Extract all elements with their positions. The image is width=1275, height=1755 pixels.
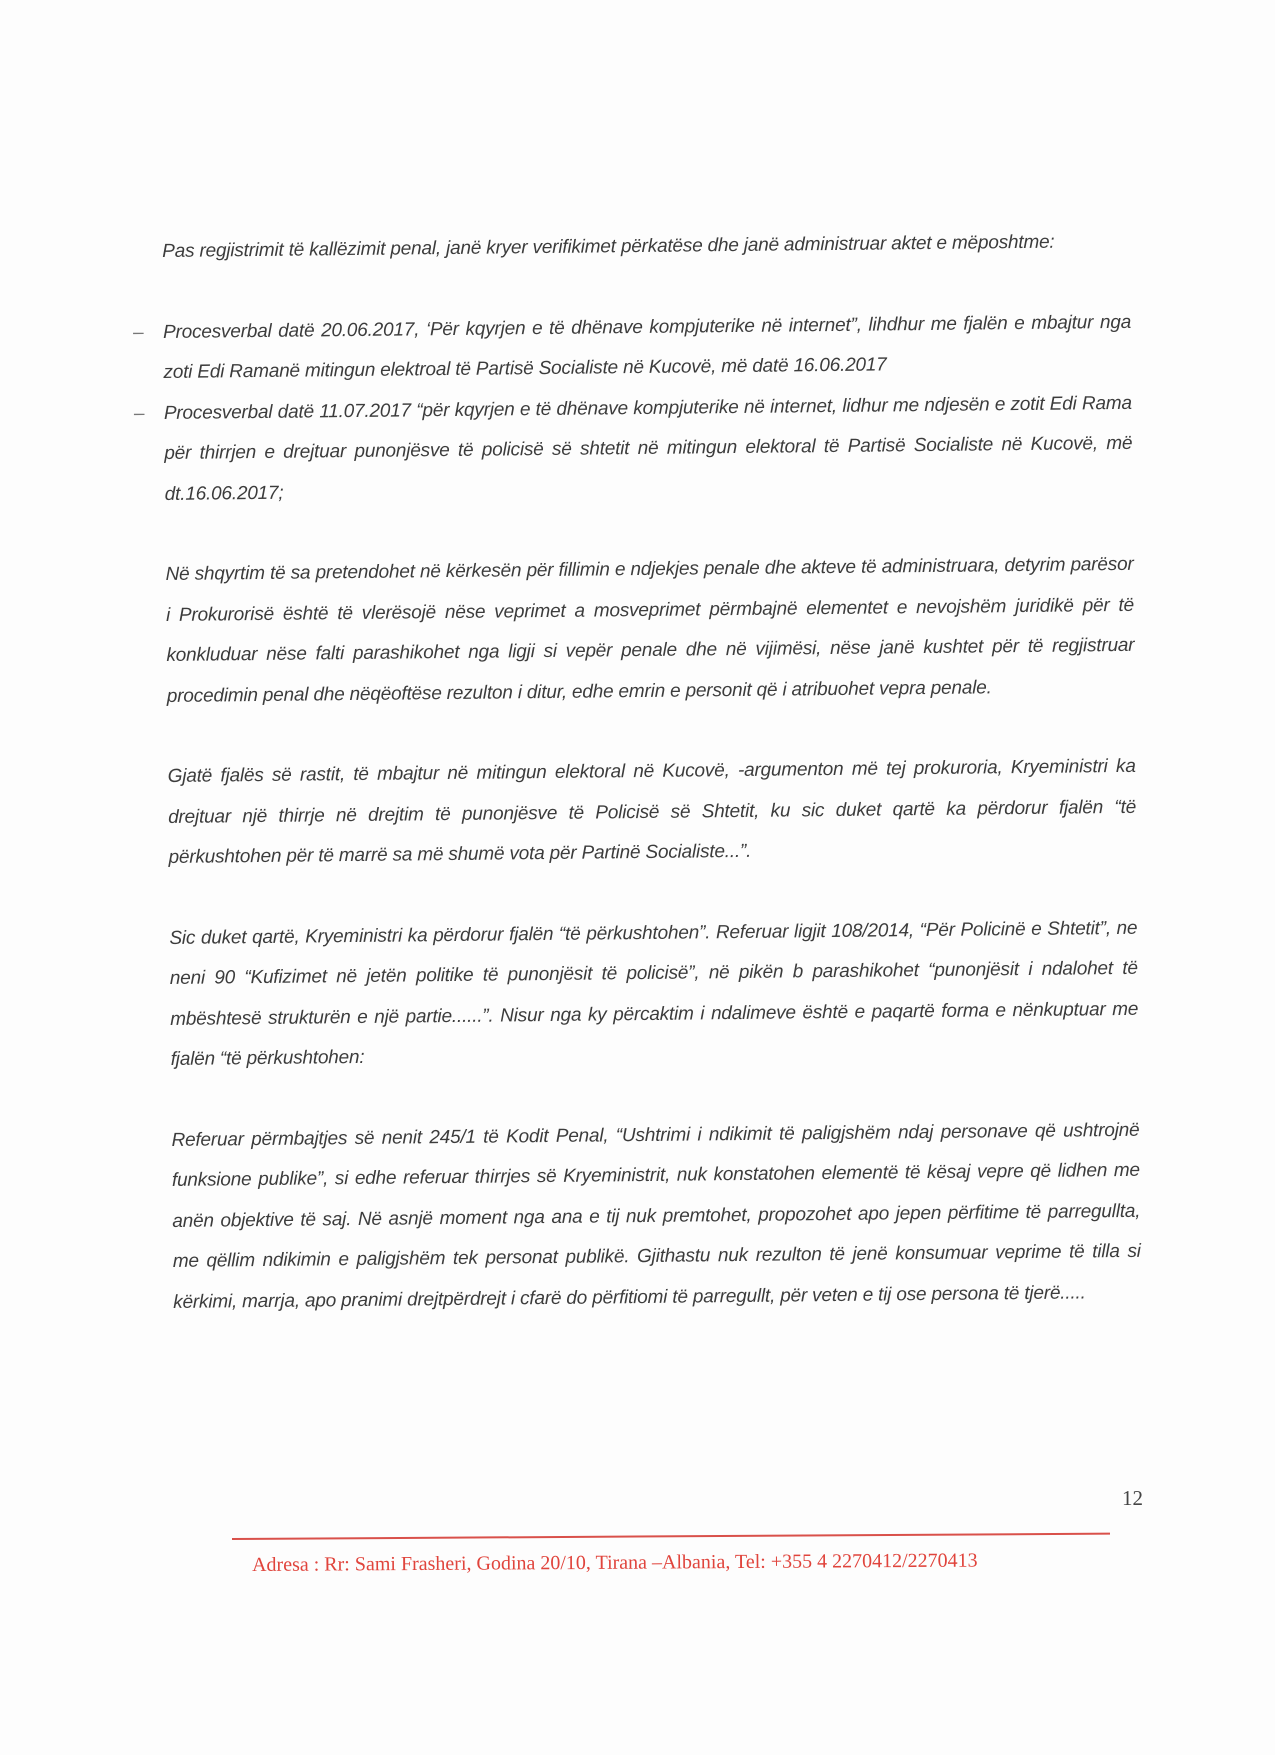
paragraph-penal-code: Referuar përmbajtjes së nenit 245/1 të Kodit Penal, “Ushtrimi i ndikimit të paligjshëm ndaj personave që ushtrojnë funksione publike”, si edhe referuar thirrjes së Kryeministrit, nuk konstatohen elementë të kësaj vepre që lidhen me anën objektive të saj. Në asnjë moment nga ana e tij nuk premtohet, propozohet apo jepen përfitime të parregullta, me qëllim ndikimin e paligjshëm tek personat publikë. Gjithastu nuk rezulton të jenë konsumuar veprime të tilla si kërkimi, marrja, apo pranimi drejtpërdrejt i cfarë do përfitiomi të parregullt, për veten e tij ose persona të tjerë..... bbox=[171, 1119, 1141, 1313]
bullet-dash: – bbox=[132, 321, 144, 343]
page-number: 12 bbox=[1122, 1486, 1143, 1510]
list-item bbox=[132, 302, 1132, 393]
bullet-dash: – bbox=[133, 402, 145, 424]
list-item-text: Procesverbal datë 20.06.2017, ‘Për kqyrjen e të dhënave kompjuterike në internet”, lihdhur me fjalën e mbajtur nga zoti Edi Ramanë mitingun elektroal të Partisë Socialiste në Kucovë, më datë 16.06.2017 bbox=[162, 311, 1132, 383]
paragraph-intro: Pas regjistrimit të kallëzimit penal, janë kryer verifikimet përkatëse dhe janë administruar aktet e mëposhtme: bbox=[162, 231, 1055, 262]
paragraph-review: Në shqyrtim të sa pretendohet në kërkesën për fillimin e ndjekjes penale dhe akteve të administruara, detyrim parësor i Prokurorisë është të vlerësojë nëse veprimet a mosveprimet përmbajnë elementet e nevojshëm juridikë për të konkluduar nëse falti parashikohet nga ligji si vepër penale dhe në vijimësi, nëse janë kushtet për të regjistruar procedimin penal dhe nëqëoftëse rezulton i ditur, edhe emrin e personit që i atribuohet vepra penale. bbox=[165, 553, 1135, 707]
footer-divider bbox=[232, 1533, 1110, 1540]
paragraph-law-reference: Sic duket qartë, Kryeministri ka përdorur fjalën “të përkushtohen”. Referuar ligjit 108/2014, “Për Policinë e Shtetit”, ne neni 90 “Kufizimet në jetën politike të punonjësit të policisë”, në pikën b parashikohet “punonjësit i ndalohet të mbështesë strukturën e një partie......”. Nisur nga ky përcaktim i ndalimeve është e paqartë forma e nënkuptuar me fjalën “të përkushtohen: bbox=[169, 917, 1139, 1070]
footer-address: Adresa : Rr: Sami Frasheri, Godina 20/10, Tirana –Albania, Tel: +355 4 2270412/2270413 bbox=[252, 1549, 978, 1576]
paragraph-speech: Gjatë fjalës së rastit, të mbajtur në mitingun elektoral në Kucovë, -argumenton më tej prokuroria, Kryeministri ka drejtuar një thirrje në drejtim të punonjësve të Policisë së Shtetit, ku sic duket qartë ka përdorur fjalën “të përkushtohen për të marrë sa më shumë vota për Partinë Socialiste...”. bbox=[167, 755, 1137, 868]
list-item-text: Procesverbal datë 11.07.2017 “për kqyrjen e të dhënave kompjuterike në internet, lidhur me ndjesën e zotit Edi Rama për thirrjen e drejtuar punonjësve të policisë së shtetit në mitingun elektoral të Partisë Socialiste në Kucovë, më dt.16.06.2017; bbox=[163, 392, 1133, 505]
list-item bbox=[133, 383, 1133, 515]
document-body bbox=[132, 222, 1141, 1323]
